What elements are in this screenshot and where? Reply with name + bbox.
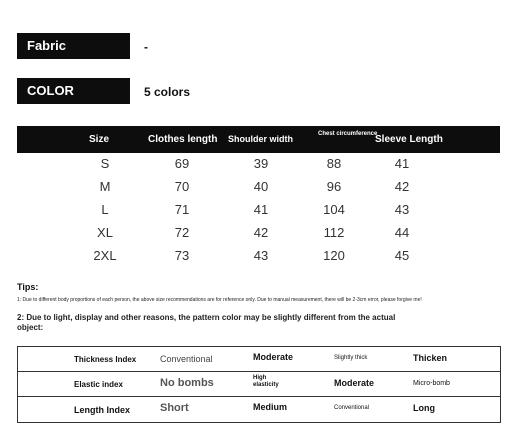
table-row xyxy=(0,202,512,225)
index-row-thickness xyxy=(18,347,500,372)
cell-clothes-length: 70 xyxy=(174,179,190,194)
tip-measurement: 1: Due to different body proportions of each person, the above size recommendations are for reference only. Due to manual measurement, there will be 2-3cm error, please forgive me! xyxy=(17,297,422,303)
cell-clothes-length: 72 xyxy=(174,225,190,240)
cell-sleeve-length: 45 xyxy=(394,248,410,263)
cell-chest: 96 xyxy=(326,179,342,194)
index-option: Thicken xyxy=(413,353,448,363)
index-option: Long xyxy=(413,403,435,413)
index-option: Micro-bomb xyxy=(413,380,450,387)
index-option: Slightly thick xyxy=(334,355,368,361)
index-name: Thickness Index xyxy=(74,355,137,364)
cell-shoulder-width: 39 xyxy=(253,156,269,171)
cell-clothes-length: 71 xyxy=(174,202,190,217)
cell-size: XL xyxy=(97,225,113,240)
size-table-header xyxy=(17,126,500,153)
table-row xyxy=(0,156,512,179)
index-option: Moderate xyxy=(253,352,294,362)
cell-shoulder-width: 41 xyxy=(253,202,269,217)
color-value: 5 colors xyxy=(144,85,191,99)
cell-clothes-length: 69 xyxy=(174,156,190,171)
cell-sleeve-length: 43 xyxy=(394,202,410,217)
cell-size: M xyxy=(99,179,111,194)
index-name: Elastic index xyxy=(74,380,123,389)
index-option: Moderate xyxy=(334,378,375,388)
cell-sleeve-length: 44 xyxy=(394,225,410,240)
cell-chest: 112 xyxy=(323,225,345,240)
cell-clothes-length: 73 xyxy=(174,248,190,263)
tip-color: 2: Due to light, display and other reasons, the pattern color may be slightly different from the actual object: xyxy=(17,313,396,332)
header-sleeve-length: Sleeve Length xyxy=(375,134,443,145)
cell-shoulder-width: 43 xyxy=(253,248,269,263)
index-name: Length Index xyxy=(74,405,130,415)
index-option: Medium xyxy=(253,402,288,412)
table-row xyxy=(0,179,512,202)
cell-chest: 120 xyxy=(323,248,345,263)
header-clothes-length: Clothes length xyxy=(148,134,218,145)
table-row xyxy=(0,248,512,271)
cell-size: 2XL xyxy=(93,248,117,263)
index-option: High elasticity xyxy=(253,375,279,388)
index-row-length xyxy=(18,397,500,422)
cell-sleeve-length: 42 xyxy=(394,179,410,194)
header-chest-circumference: Chest circumference xyxy=(318,131,378,137)
cell-size: S xyxy=(100,156,110,171)
index-option: No bombs xyxy=(160,377,214,389)
tips-title: Tips: xyxy=(17,282,39,292)
cell-shoulder-width: 40 xyxy=(253,179,269,194)
cell-sleeve-length: 41 xyxy=(394,156,410,171)
cell-chest: 104 xyxy=(323,202,345,217)
fabric-label: Fabric xyxy=(17,33,130,59)
header-size: Size xyxy=(89,134,110,145)
index-option: Conventional xyxy=(334,405,370,411)
cell-shoulder-width: 42 xyxy=(253,225,269,240)
fabric-value: - xyxy=(144,40,148,54)
cell-size: L xyxy=(101,202,109,217)
cell-chest: 88 xyxy=(326,156,342,171)
index-row-elastic xyxy=(18,372,500,397)
index-option: Short xyxy=(160,402,189,414)
index-option: Conventional xyxy=(160,354,213,364)
header-shoulder-width: Shoulder width xyxy=(228,134,293,144)
index-table xyxy=(17,346,501,423)
color-label: COLOR xyxy=(17,78,130,104)
table-row xyxy=(0,225,512,248)
